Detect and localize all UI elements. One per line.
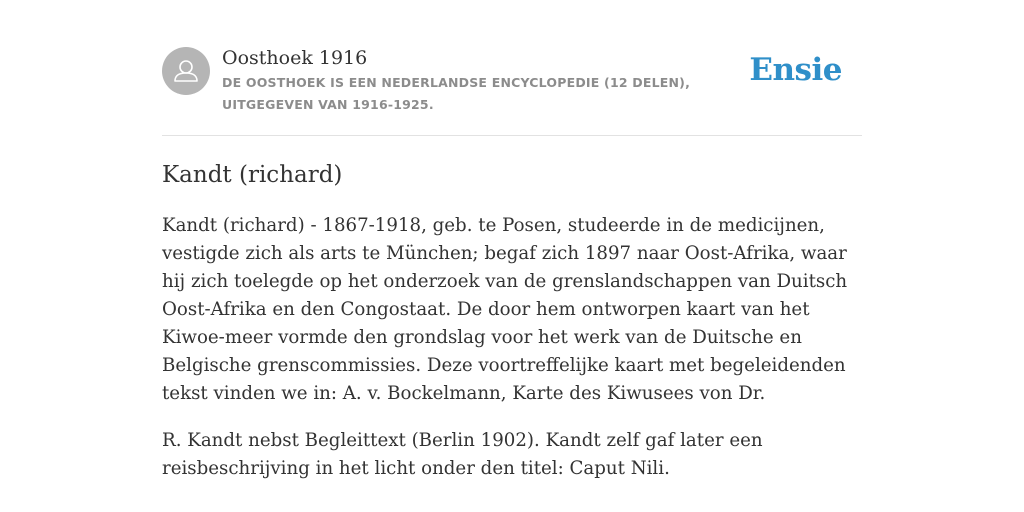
article-title: Kandt (richard) [162,162,343,188]
avatar[interactable] [162,47,210,95]
source-name[interactable]: Oosthoek 1916 [222,47,368,69]
ensie-logo[interactable]: Ensie [749,52,842,88]
article-paragraph: Kandt (richard) - 1867-1918, geb. te Posen, studeerde in de medicijnen, vestigde zich als arts te München; begaf zich 1897 naar Oost-Afrika, waar hij zich toelegde op het onderzoek van de grenslandschappen van Duitsch Oost-Afrika en den Congostaat. De door hem ontworpen kaart van het Kiwoe-meer vormde den grondslag voor het werk van de Duitsche en Belgische grenscommissies. Deze voortreffelijke kaart met begeleidenden tekst vinden we in: A. v. Bockelmann, Karte des Kiwusees von Dr. [162,215,848,404]
article-body [162,212,872,502]
user-icon [162,47,210,95]
source-header [162,44,862,136]
article-paragraph: R. Kandt nebst Begleittext (Berlin 1902). Kandt zelf gaf later een reisbeschrijving in het licht onder den titel: Caput Nili. [162,430,763,479]
source-description: DE OOSTHOEK IS EEN NEDERLANDSE ENCYCLOPEDIE (12 DELEN), UITGEGEVEN VAN 1916-1925. [222,75,691,112]
